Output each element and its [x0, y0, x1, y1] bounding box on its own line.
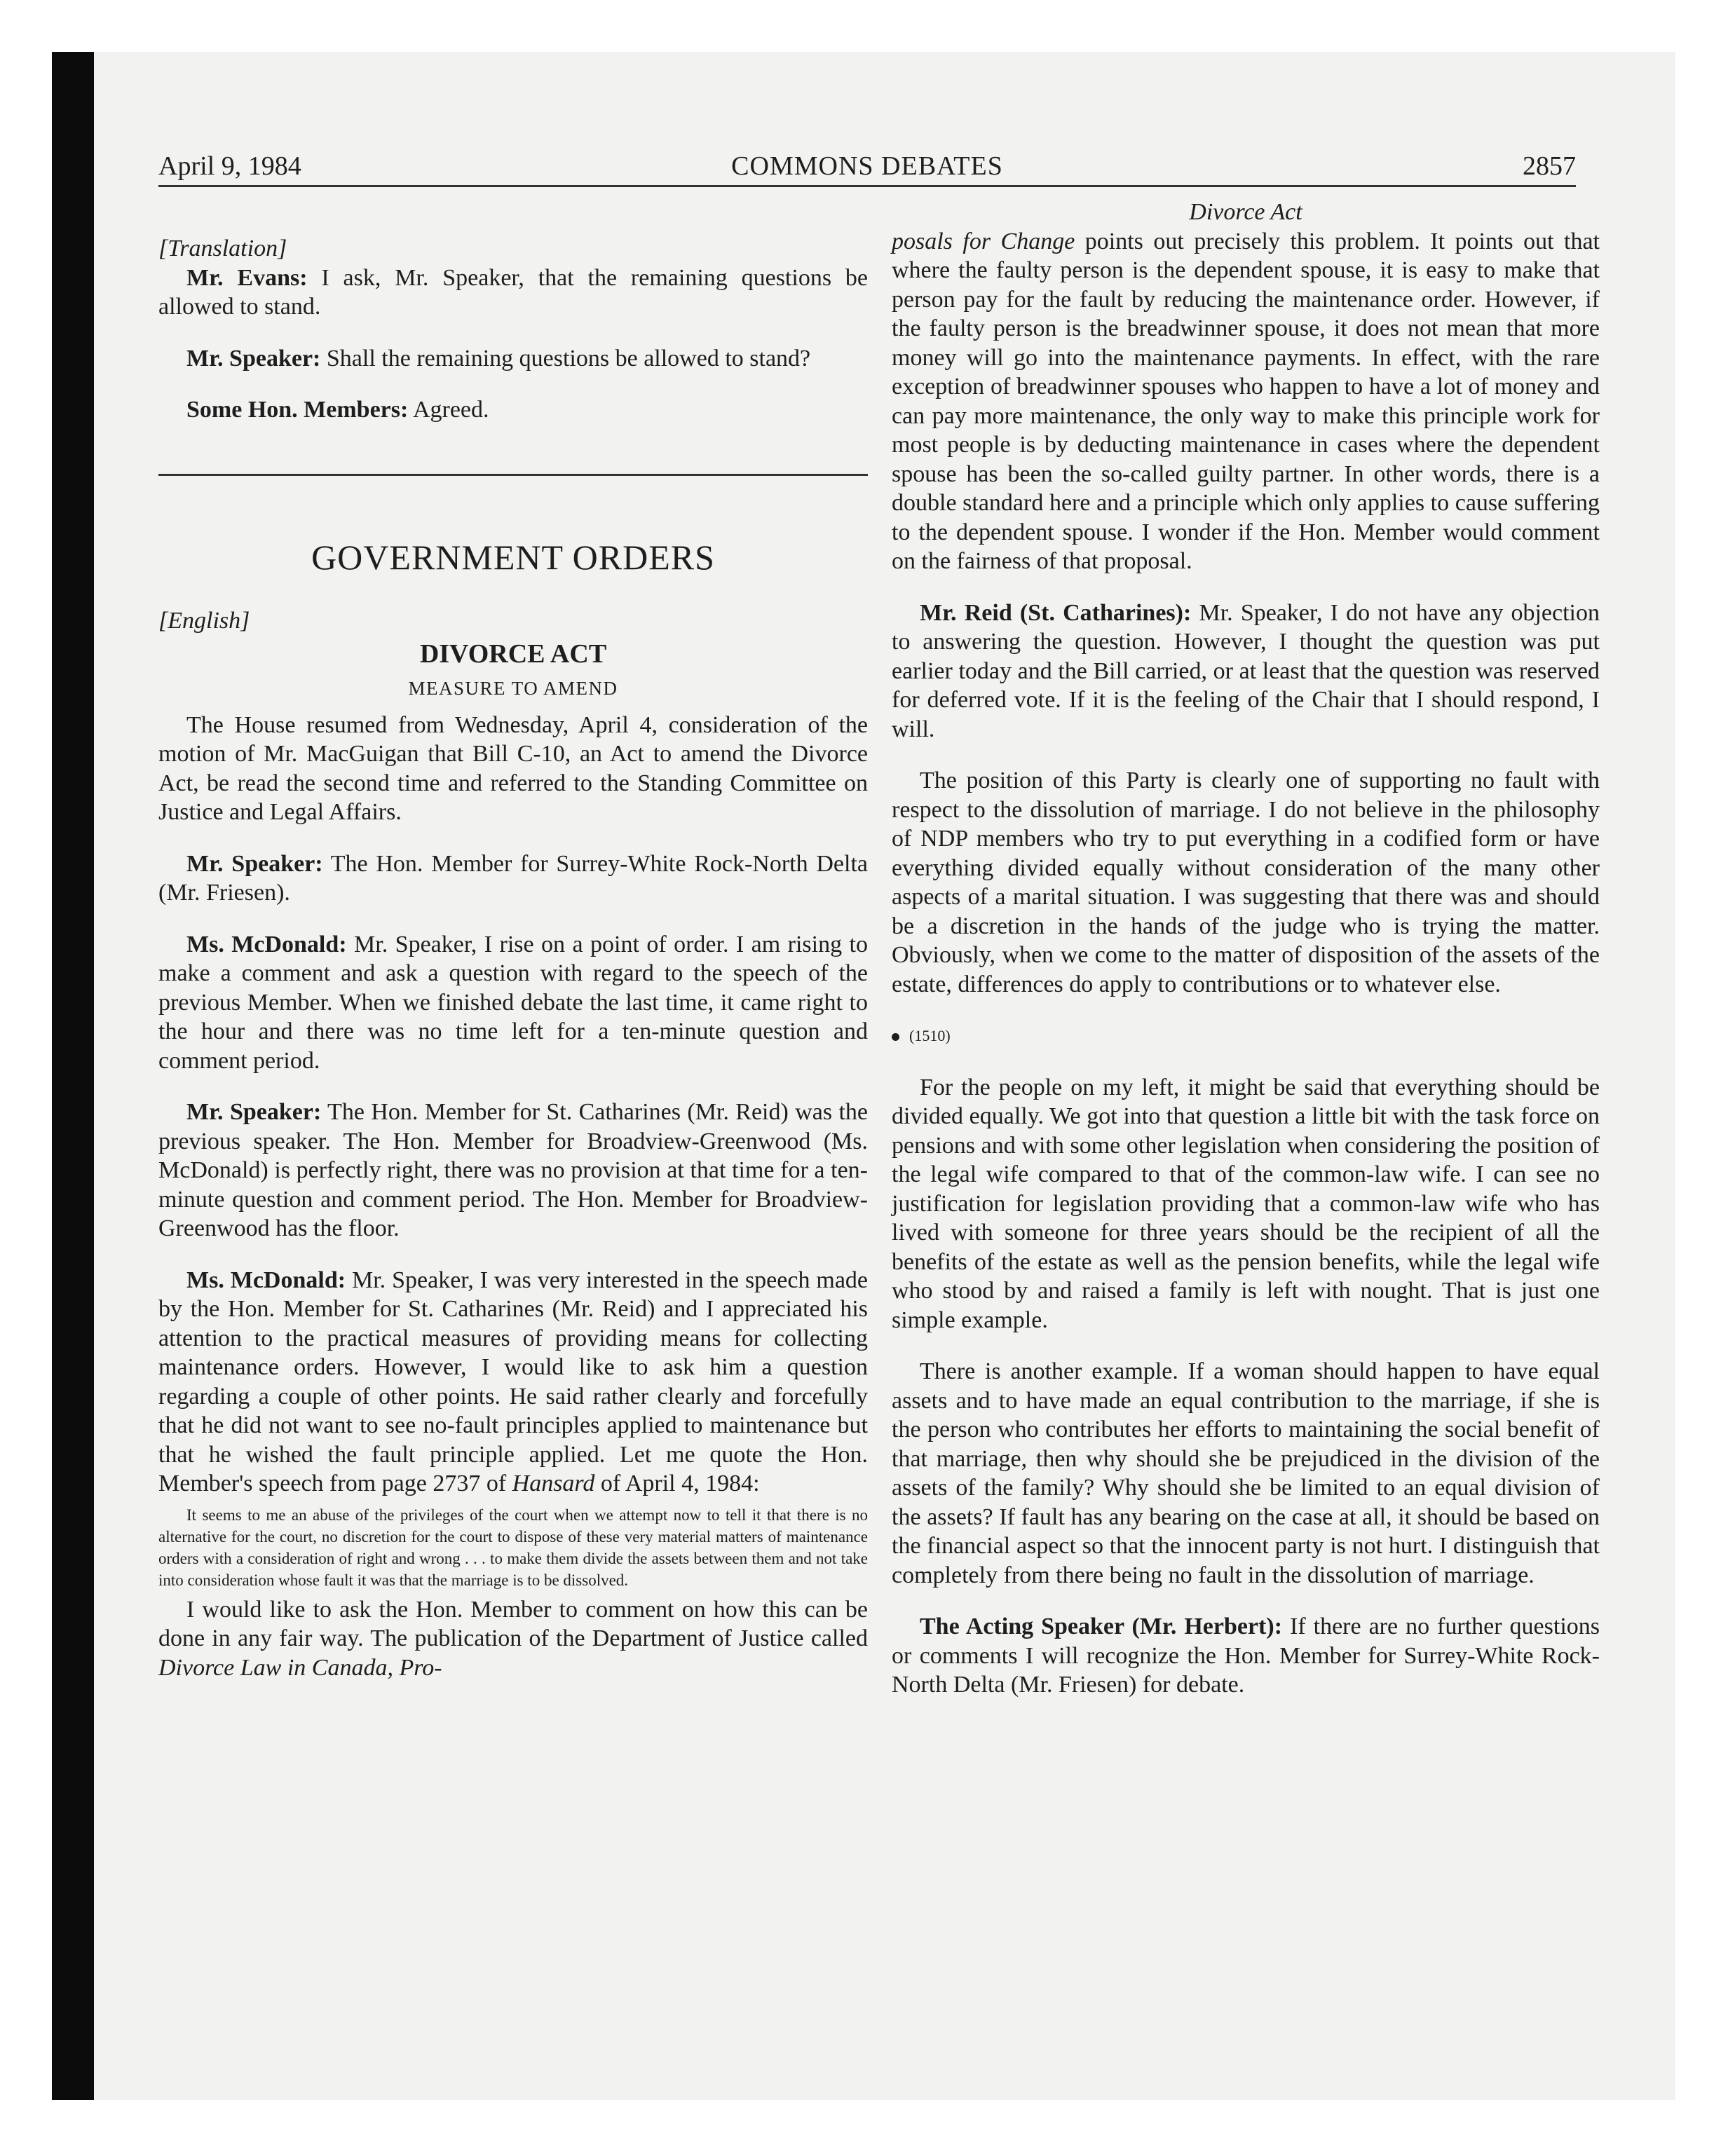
- running-head: Divorce Act: [1189, 199, 1302, 225]
- speaker-name: Mr. Speaker:: [186, 850, 323, 877]
- paragraph: [158, 1098, 868, 1243]
- paragraph: [158, 930, 868, 1076]
- hansard-title: Hansard: [512, 1471, 595, 1496]
- bill-subtitle: MEASURE TO AMEND: [408, 678, 618, 699]
- speaker-name: Ms. McDonald:: [186, 931, 347, 957]
- paragraph: [158, 1266, 868, 1499]
- paragraph: [892, 599, 1600, 744]
- paragraph: The position of this Party is clearly one of supporting no fault with respect to the dissolution of marriage. I do not believe in the philosophy of NDP members who try to put everything in a codified form or have everything divided equally without consideration of the many other aspects of a marital situation. I was suggesting that there was and should be a discretion in the hands of the judge who is trying the matter. Obviously, when we come to the matter of disposition of the assets of the estate, differences do apply to contributions or to whatever else.: [892, 767, 1600, 997]
- speech-text: Mr. Speaker, I rise on a point of order. I am rising to make a comment and ask a question with regard to the speech of the previous Member. When we finished debate the last time, it came right to the hour and there was no time left for a ten-minute question and comment period.: [158, 931, 868, 1074]
- speaker-name: Some Hon. Members:: [186, 397, 409, 423]
- speech-text: points out precisely this problem. It points out that where the faulty person is the dependent spouse, it is easy to make that person pay for the fault by reducing the maintenance order. However, if the faulty person is the breadwinner spouse, it does not mean that more money will go into the maintenance payments. In effect, with the rare exception of breadwinner spouses who happen to have a lot of money and can pay more maintenance, the only way to make this principle work for most people is by deducting maintenance in cases where the dependent spouse has been the so-called guilty partner. In other words, there is a double standard here and a principle which only applies to cause suffering to the dependent spouse. I wonder if the Hon. Member would comment on the fairness of that proposal.: [892, 228, 1600, 574]
- paragraph: For the people on my left, it might be said that everything should be divided equally. We got into that question a little bit with the task force on pensions and with some other legislation when considering the position of the legal wife compared to that of the common-law wife. I can see no justification for legislation providing that a common-law wife who has lived with someone for three years should be the recipient of all the benefits of the estate as well as the pension benefits, while the legal wife who stood by and raised a family is left with nought. That is just one simple example.: [892, 1074, 1600, 1333]
- scan-edge-bar: [52, 52, 94, 2100]
- speaker-name: Mr. Speaker:: [186, 1099, 322, 1125]
- speech-text: Mr. Speaker, I was very interested in the speech made by the Hon. Member for St. Catharines (Mr. Reid) and I appreciated his attention to the practical measures of providing means for collecting maintenance orders. However, I would like to ask him a question regarding a couple of other points. He said rather clearly and forcefully that he did not want to see no-fault principles applied to maintenance but that he wished the fault principle applied. Let me quote the Hon. Member's speech from page 2737 of: [158, 1267, 868, 1496]
- publication-title: Divorce Law in Canada, Pro-: [158, 1654, 442, 1681]
- speech-text: The Hon. Member for St. Catharines (Mr. Reid) was the previous speaker. The Hon. Member for Broadview-Greenwood (Ms. McDonald) is perfectly right, there was no provision at that time for a ten-minute question and comment period. The Hon. Member for Broadview-Greenwood has the floor.: [158, 1099, 869, 1241]
- time-marker-text: (1510): [909, 1027, 951, 1044]
- paragraph: [892, 227, 1600, 576]
- paragraph: [892, 1612, 1600, 1700]
- speech-text: If there are no further questions or comments I will recognize the Hon. Member for Surrey-White Rock-North Delta (Mr. Friesen) for debate.: [892, 1613, 1600, 1698]
- right-column: [892, 198, 1600, 1700]
- paragraph: There is another example. If a woman should happen to have equal assets and to have made an equal contribution to the marriage, if she is the person who contributes her efforts to maintaining the social benefit of that marriage, then why should she be prejudiced in the division of the assets of the family? Why should she be limited to an equal division of the assets? If fault has any bearing on the case at all, it should be based on the financial aspect so that the innocent party is not hurt. I distinguish that completely from there being no fault in the dissolution of marriage.: [892, 1358, 1600, 1588]
- paragraph: [158, 344, 868, 374]
- header-page-number: 2857: [1523, 151, 1576, 181]
- speech-text: I would like to ask the Hon. Member to comment on how this can be done in any fair way. The publication of the Department of Justice called: [158, 1596, 868, 1651]
- speaker-name: Mr. Speaker:: [186, 345, 321, 371]
- paragraph: [158, 850, 868, 908]
- speaker-name: Mr. Evans:: [186, 264, 308, 291]
- header-publication: COMMONS DEBATES: [731, 151, 1003, 181]
- speaker-name: The Acting Speaker (Mr. Herbert):: [920, 1613, 1283, 1639]
- page-header: [158, 147, 1576, 187]
- paragraph: [158, 264, 868, 322]
- speech-text: Agreed.: [408, 397, 489, 423]
- section-title: GOVERNMENT ORDERS: [311, 537, 715, 577]
- paragraph: The House resumed from Wednesday, April 4, consideration of the motion of Mr. MacGuigan that Bill C-10, an Act to amend the Divorce Act, be read the second time and referred to the Standing Committee on Justice and Legal Affairs.: [158, 711, 868, 825]
- paragraph: [158, 395, 868, 425]
- time-marker: [892, 1021, 1600, 1051]
- speech-text: of April 4, 1984:: [594, 1471, 760, 1496]
- bill-title: DIVORCE ACT: [419, 639, 607, 669]
- publication-title: posals for Change: [892, 228, 1075, 254]
- bullet-icon: [892, 1033, 899, 1041]
- speech-text: Shall the remaining questions be allowed to stand?: [320, 345, 811, 371]
- left-column: [158, 198, 868, 1682]
- speaker-name: Mr. Reid (St. Catharines):: [920, 599, 1192, 626]
- speech-text: The Hon. Member for Surrey-White Rock-North Delta (Mr. Friesen).: [158, 850, 868, 906]
- speaker-name: Ms. McDonald:: [186, 1267, 346, 1293]
- block-quote: It seems to me an abuse of the privileges of the court when we attempt now to tell it that there is no alternative for the court, no discretion for the court to dispose of these very material matters of maintenance orders with a consideration of right and wrong . . . to make them divide the assets between them and not take into consideration whose fault it was that the marriage is to be dissolved.: [158, 1506, 868, 1589]
- speech-text: I ask, Mr. Speaker, that the remaining questions be allowed to stand.: [158, 264, 868, 320]
- english-tag: [English]: [158, 607, 250, 634]
- section-divider: [158, 474, 868, 476]
- translation-tag: [Translation]: [158, 236, 287, 261]
- header-date: April 9, 1984: [158, 151, 301, 181]
- paragraph: [158, 1595, 868, 1683]
- speech-text: Mr. Speaker, I do not have any objection to answering the question. However, I thought the question was put earlier today and the Bill carried, or at least that the question was reserved for deferred vote. If it is the feeling of the Chair that I should respond, I will.: [892, 599, 1600, 742]
